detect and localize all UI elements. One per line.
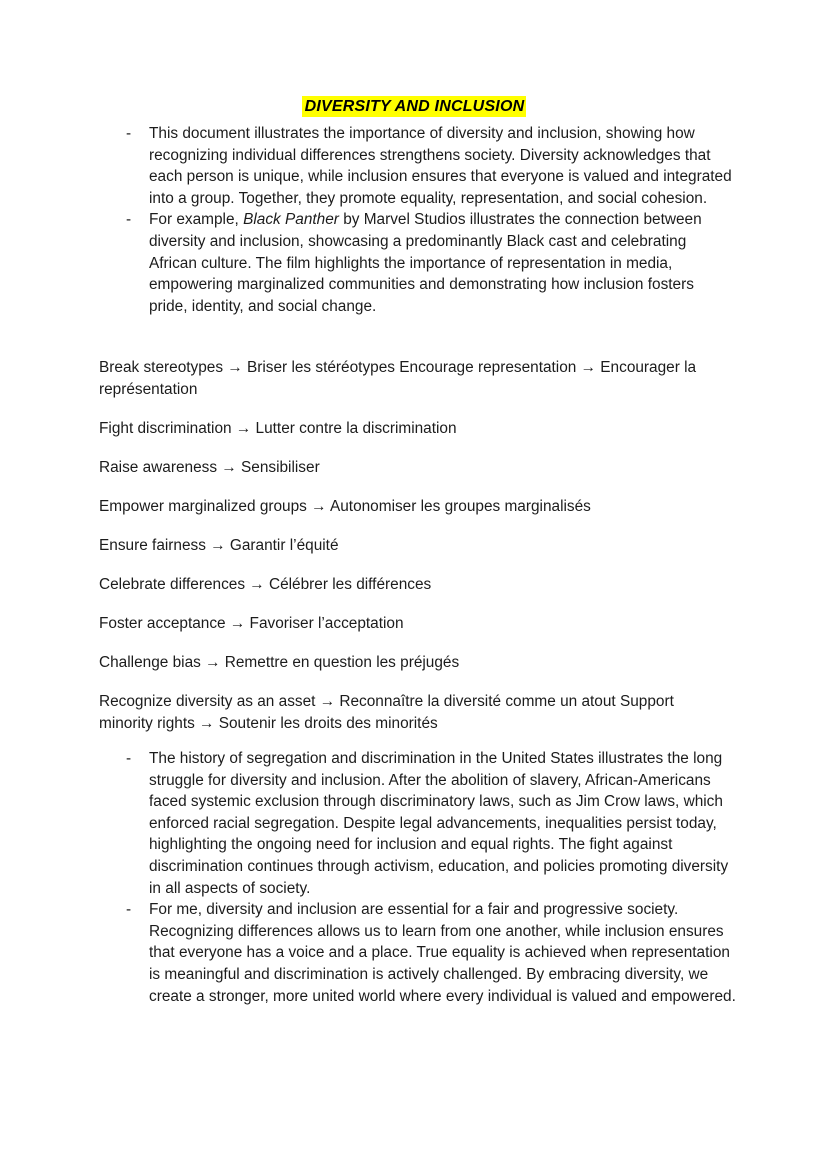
list-item xyxy=(126,899,740,1007)
bullet-dash-icon: - xyxy=(126,211,132,229)
bullet-dash-icon: - xyxy=(126,125,132,142)
list-item-text xyxy=(149,123,734,209)
translation-line: Celebrate differences → Célébrer les différences xyxy=(99,576,432,594)
translation-list xyxy=(99,357,729,735)
translation-line: Challenge bias → Remettre en question les préjugés xyxy=(99,654,460,672)
translation-line: Empower marginalized groups → Autonomiser les groupes marginalisés xyxy=(99,497,591,515)
page-title: DIVERSITY AND INCLUSION xyxy=(302,96,527,117)
list-item-text: The history of segregation and discrimination in the United States illustrates the long struggle for diversity and inclusion. After the abolition of slavery, African-Americans faced systemic exclusion through discriminatory laws, such as Jim Crow laws, which enforced racial segregation. Despite legal advancements, inequalities persist today, highlighting the ongoing need for inclusion and equal rights. The fight against discrimination continues through activism, education, and policies promoting diversity in all aspects of society. xyxy=(149,750,729,897)
italic-title-black-panther: Black Panther xyxy=(243,211,339,229)
list-item-text-part: by Marvel Studios illustrates the connection between diversity and inclusion, showcasing a predominantly Black cast and celebrating African culture. The film highlights the importance of representation in media, empowering marginalized communities and demonstrating how inclusion fosters pride, identity, and social change. xyxy=(149,211,702,315)
translation-line: Ensure fairness → Garantir l’équité xyxy=(99,536,339,554)
bullet-dash-icon: - xyxy=(126,901,132,919)
list-item xyxy=(126,123,734,209)
translation-line: Recognize diversity as an asset → Reconnaître la diversité comme un atout Support minority rights → Soutenir les droits des minorités xyxy=(99,693,674,732)
list-item xyxy=(126,748,740,899)
list-item xyxy=(126,209,734,317)
translation-line: Raise awareness → Sensibiliser xyxy=(99,458,320,476)
bullet-dash-icon: - xyxy=(126,750,132,767)
page-title-row xyxy=(0,97,828,117)
list-item-text-part: This document illustrates the importance of diversity and inclusion, showing how recognizing individual differences strengthens society. Diversity acknowledges that each person is unique, while inclusion ensures that everyone is valued and integrated into a group. Together, they promote equality, representation, and social cohesion. xyxy=(149,125,732,207)
translation-line: Break stereotypes → Briser les stéréotypes Encourage representation → Encourager la représentation xyxy=(99,359,697,398)
list-item-text: For me, diversity and inclusion are essential for a fair and progressive society. Recognizing differences allows us to learn from one another, while inclusion ensures that everyone has a voice and a place. True equality is achieved when representation is meaningful and discrimination is actively challenged. By embracing diversity, we create a stronger, more united world where every individual is valued and empowered. xyxy=(149,901,736,1005)
translation-line: Fight discrimination → Lutter contre la discrimination xyxy=(99,419,457,437)
translation-line: Foster acceptance → Favoriser l’acceptation xyxy=(99,615,404,633)
intro-bullet-list xyxy=(126,123,734,317)
list-item-text xyxy=(149,209,734,317)
closing-bullet-list xyxy=(126,748,740,1007)
list-item-text-part: For example, xyxy=(149,211,244,229)
